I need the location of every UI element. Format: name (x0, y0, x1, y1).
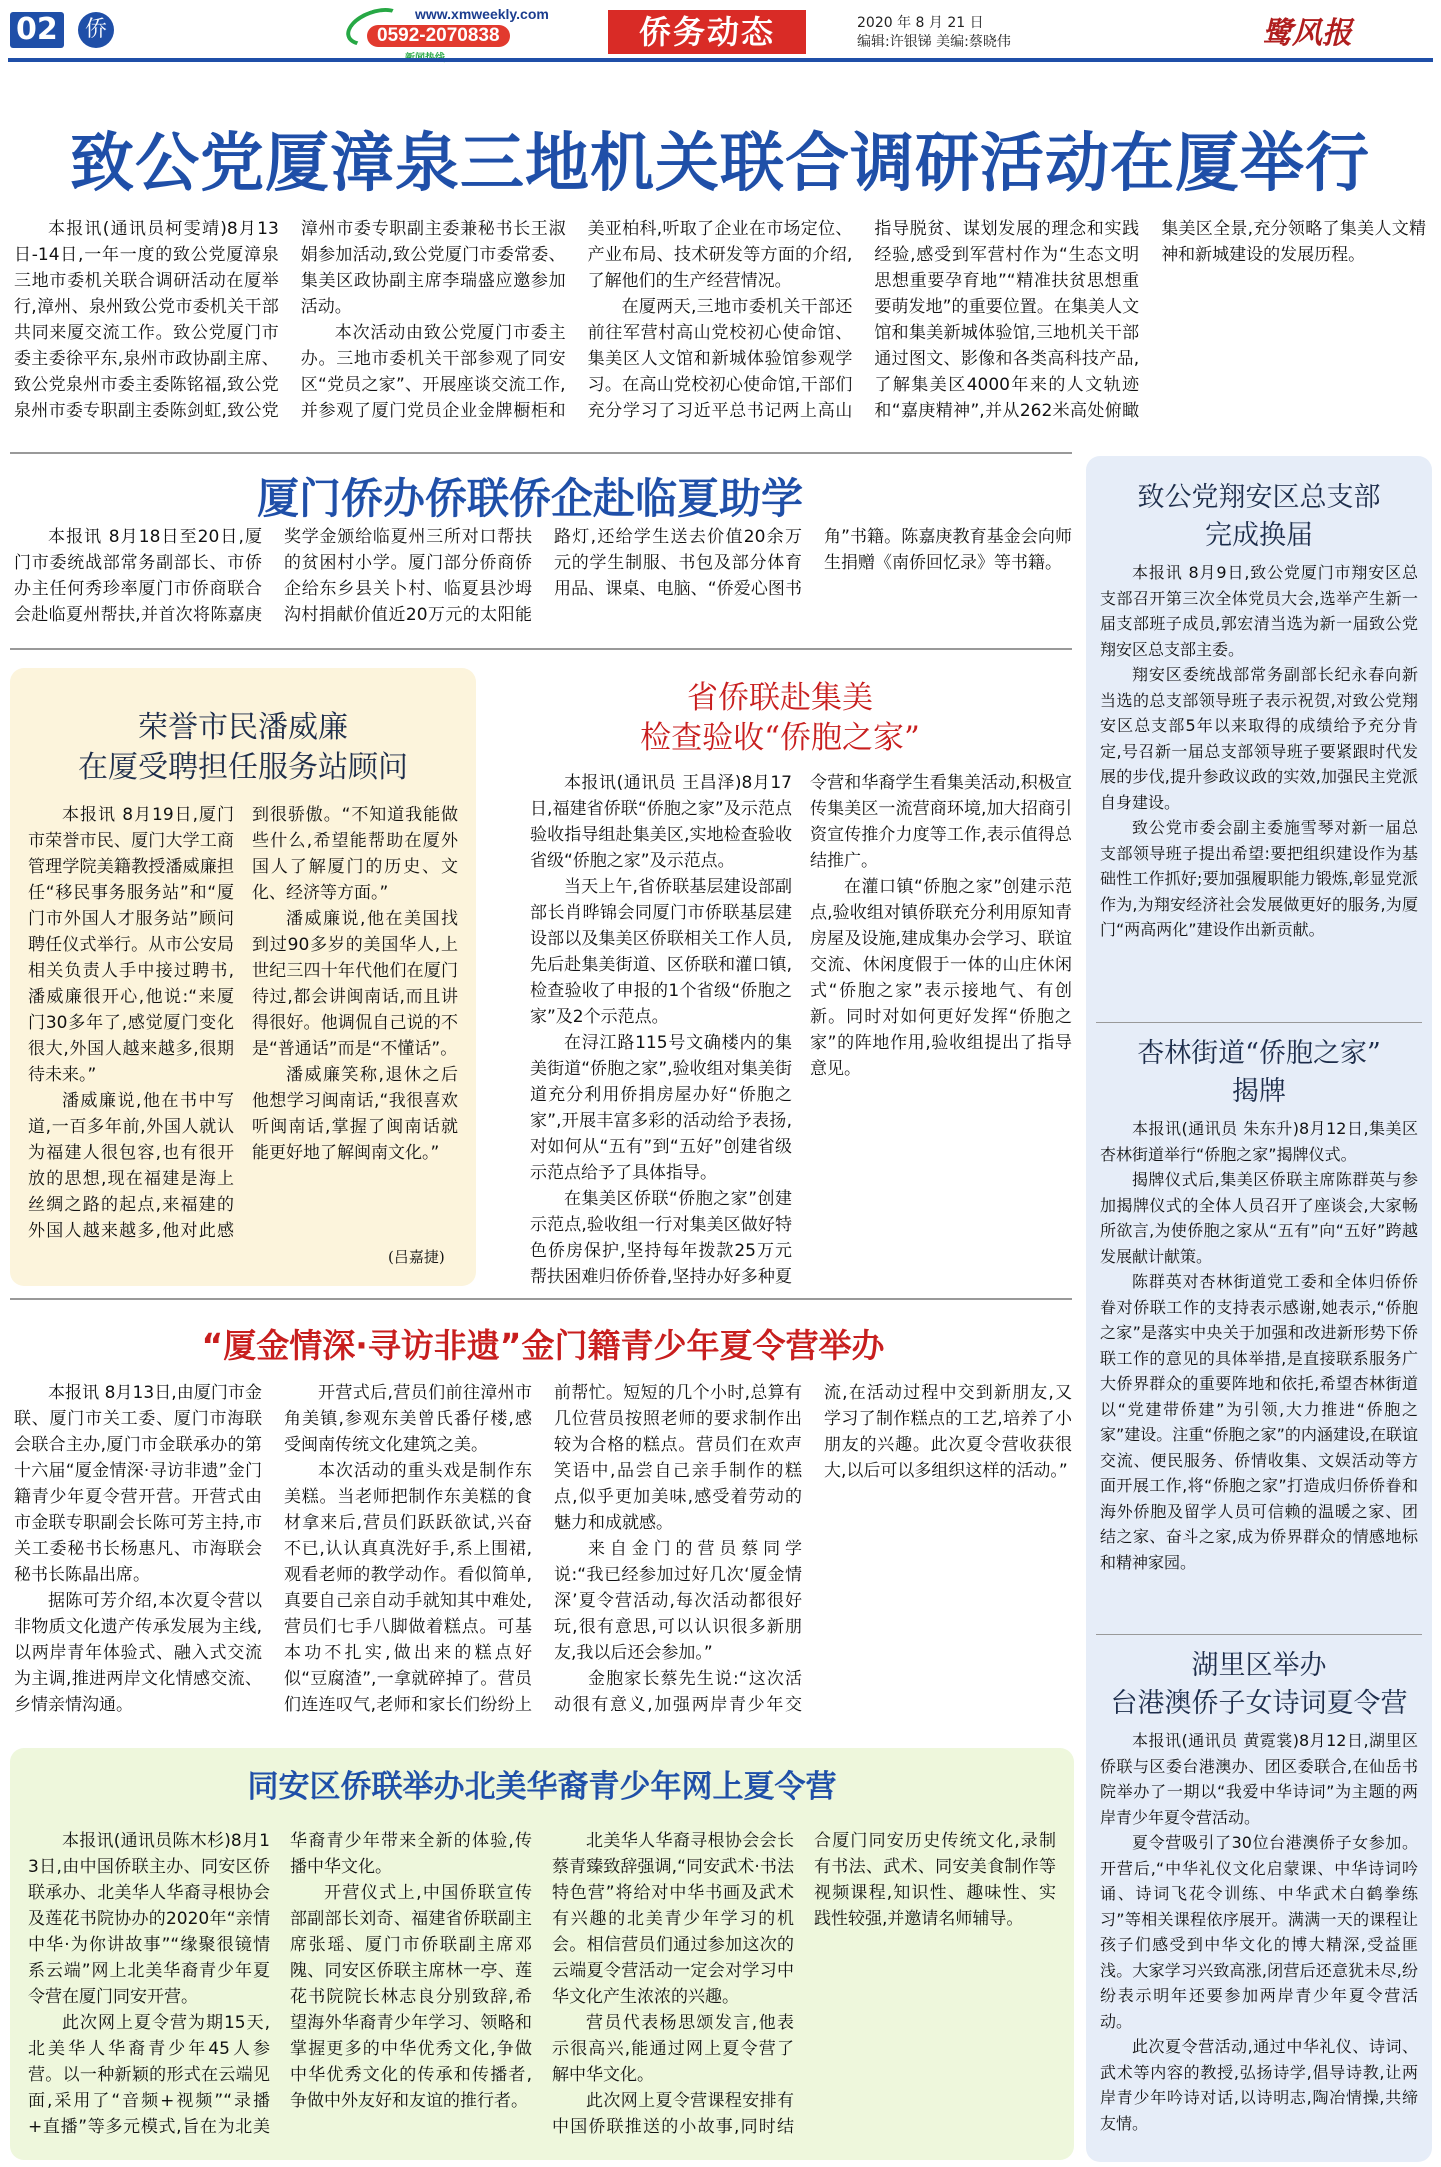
paper-logo: 鹭风报 (1262, 16, 1352, 51)
issue-date: 2020 年 8 月 21 日 (857, 15, 984, 31)
jimei-paragraph: 在集美区侨联“侨胞之家”创建示范点,验收组一行对集美区做好特色侨房保护,坚持每年拨款25万元帮扶困难归侨侨眷,坚持办好多种夏令营和华裔学生看集美活动,积极宣传集美区一流营商环境,加大招商引资宣传推介力度等工作,表示值得总结推广。 (530, 773, 1072, 1287)
jimei-headline-line2: 检查验收“侨胞之家” (640, 720, 920, 756)
xiangan-article-body (1100, 560, 1418, 943)
jimei-headline-line1: 省侨联赴集美 (687, 680, 873, 716)
masthead-rule (8, 58, 1433, 62)
lead-paragraph: 本报讯(通讯员柯雯靖)8月13日-14日,一年一度的致公党厦漳泉三地市委机关联合调研活动在厦举行,漳州、泉州致公党市委机关干部共同来厦交流工作。致公党厦门市委主委徐平东,泉州市政协副主席、致公党泉州市委主委陈铭福,致公党泉州市委专职副主委陈剑虹,致公党漳州市委专职副主委兼秘书长王淑娟参加活动,致公党厦门市委常委、集美区政协副主席李瑞盛应邀参加活动。 (14, 219, 566, 421)
linxia-headline: 厦门侨办侨联侨企赴临夏助学 (256, 474, 803, 523)
tongan-article-body (28, 1828, 1056, 2148)
issue-info (857, 14, 1011, 52)
divider (10, 1298, 1072, 1300)
jimei-paragraph: 在浔江路115号文确楼内的集美街道“侨胞之家”,验收组对集美街道充分利用侨捐房屋办好“侨胞之家”,开展丰富多彩的活动给予表扬,对如何从“五有”到“五好”创建省级示范点给予了具体指导。 (530, 1033, 792, 1183)
xinglin-paragraph: 陈群英对杏林街道党工委和全体归侨侨眷对侨联工作的支持表示感谢,她表示,“侨胞之家”是落实中央关于加强和改进新形势下侨联工作的意见的具体举措,是直接联系服务广大侨界群众的重要阵地和依托,希望杏林街道以“党建带侨建”为引领,大力推进“侨胞之家”建设。注重“侨胞之家”的内涵建设,在联谊交流、便民服务、侨情收集、文娱活动等方面开展工作,将“侨胞之家”打造成归侨侨眷和海外侨胞及留学人员可信赖的温暖之家、团结之家、奋斗之家,成为侨界群众的情感地标和精神家园。 (1100, 1272, 1418, 1572)
tongan-paragraph: 此次网上夏令营课程安排有中国侨联推送的小故事,同时结合厦门同安历史传统文化,录制有书法、武术、同安美食制作等视频课程,知识性、趣味性、实践性较强,并邀请名师辅导。 (552, 1831, 1056, 2137)
divider (10, 648, 1072, 650)
lead-article-body (14, 216, 1426, 446)
sidebar (1086, 456, 1432, 2162)
section-title: 侨务动态 (608, 10, 806, 54)
huli-paragraph: 夏令营吸引了30位台港澳侨子女参加。开营后,“中华礼仪文化启蒙课、中华诗词吟诵、诗词飞花令训练、中华武术白鹤拳练习”等相关课程依序展开。满满一天的课程让孩子们感受到中华文化的博大精深,受益匪浅。大家学习兴致高涨,闭营后还意犹未尽,纷纷表示明年还要参加两岸青少年夏令营活动。 (1100, 1833, 1418, 2031)
tongan-paragraph: 此次网上夏令营为期15天,北美华人华裔青少年45人参营。以一种新颖的形式在云端见面,采用了“音频+视频”“录播+直播”等多元模式,旨在为北美华裔青少年带来全新的体验,传播中华文化。 (28, 1831, 532, 2137)
xiangan-paragraph: 致公党市委会副主委施雪琴对新一届总支部领导班子提出希望:要把组织建设作为基础性工作抓好;要加强履职能力锻炼,彰显党派作为,为翔安经济社会发展做更好的服务,为厦门“两高两化”建设作出新贡献。 (1100, 818, 1418, 939)
xinglin-headline-line1: 杏林街道“侨胞之家” (1137, 1038, 1381, 1069)
pan-paragraph: 潘威廉笑称,退休之后他想学习闽南话,“我很喜欢听闽南话,掌握了闽南话就能更好地了解闽南文化。” (252, 1065, 458, 1163)
divider (1096, 1634, 1422, 1635)
xiangan-headline-line1: 致公党翔安区总支部 (1137, 482, 1381, 513)
lead-headline: 致公党厦漳泉三地机关联合调研活动在厦举行 (70, 127, 1370, 201)
summer-camp-paragraph: 开营式后,营员们前往漳州市角美镇,参观东美曾氏番仔楼,感受闽南传统文化建筑之美。 (284, 1383, 532, 1455)
issue-editors: 编辑:许银锑 美编:蔡晓伟 (857, 34, 1011, 50)
hotline-promo (345, 6, 565, 56)
jimei-paragraph: 在灌口镇“侨胞之家”创建示范点,验收组对镇侨联充分利用原知青房屋及设施,建成集办会学习、联谊交流、休闲度假于一体的山庄休闲式“侨胞之家”表示接地气、有创新。同时对如何更好发挥“侨胞之家”的阵地作用,验收组提出了指导意见。 (810, 877, 1072, 1079)
summer-camp-paragraph: 金胞家长蔡先生说:“这次活动很有意义,加强两岸青少年交流,在活动过程中交到新朋友,又学习了制作糕点的工艺,培养了小朋友的兴趣。此次夏令营收获很大,以后可以多组织这样的活动。” (554, 1383, 1072, 1715)
summer-camp-paragraph: 本次活动的重头戏是制作东美糕。当老师把制作东美糕的食材拿来后,营员们跃跃欲试,兴奋不已,认认真真洗好手,系上围裙,观看老师的教学动作。看似简单,真要自己亲自动手就知其中难处,营员们七手八脚做着糕点。可基本功不扎实,做出来的糕点好似“豆腐渣”,一拿就碎掉了。营员们连连叹气,老师和家长们纷纷上前帮忙。短短的几个小时,总算有几位营员按照老师的要求制作出较为合格的糕点。营员们在欢声笑语中,品尝自己亲手制作的糕点,似乎更加美味,感受着劳动的魅力和成就感。 (284, 1383, 802, 1715)
xiangan-headline-line2: 完成换届 (1205, 520, 1313, 551)
tongan-paragraph: 营员代表杨思颂发言,他表示很高兴,能通过网上夏令营了解中华文化。 (552, 2013, 794, 2085)
pan-paragraph: 本报讯 8月19日,厦门市荣誉市民、厦门大学工商管理学院美籍教授潘威廉担任“移民事务服务站”和“厦门市外国人才服务站”顾问聘任仪式举行。从市公安局相关负责人手中接过聘书,潘威廉很开心,他说:“来厦门30多年了,感觉厦门变化很大,外国人越来越多,很期待未来。” (28, 805, 234, 1085)
divider (1096, 1022, 1422, 1023)
tongan-paragraph: 本报讯(通讯员陈木杉)8月13日,由中国侨联主办、同安区侨联承办、北美华人华裔寻根协会及莲花书院协办的2020年“亲情中华·为你讲故事”“缘聚很镜情系云端”网上北美华裔青少年夏令营在厦门同安开营。 (28, 1831, 270, 2007)
pan-headline-line2: 在厦受聘担任服务站顾问 (78, 750, 408, 785)
huli-headline-line2: 台港澳侨子女诗词夏令营 (1110, 1688, 1408, 1719)
xinglin-paragraph: 本报讯(通讯员 朱东升)8月12日,集美区杏林街道举行“侨胞之家”揭牌仪式。 (1100, 1119, 1418, 1164)
xinglin-paragraph: 揭牌仪式后,集美区侨联主席陈群英与参加揭牌仪式的全体人员召开了座谈会,大家畅所欲言,为使侨胞之家从“五有”向“五好”跨越发展献计献策。 (1100, 1170, 1418, 1266)
xinglin-article-body (1100, 1116, 1418, 1575)
jimei-paragraph: 当天上午,省侨联基层建设部副部长肖晔锦会同厦门市侨联基层建设部以及集美区侨联相关工作人员,先后赴集美街道、区侨联和灌口镇,检查验收了申报的1个省级“侨胞之家”及2个示范点。 (530, 877, 792, 1027)
summer-camp-paragraph: 来自金门的营员蔡同学说:“我已经参加过好几次‘厦金情深’夏令营活动,每次活动都很好玩,很有意思,可以认识很多新朋友,我以后还会参加。” (554, 1539, 802, 1663)
huli-paragraph: 本报讯(通讯员 黄霓裳)8月12日,湖里区侨联与区委台港澳办、团区委联合,在仙岳书院举办了一期以“我爱中华诗词”为主题的两岸青少年夏令营活动。 (1100, 1731, 1418, 1827)
lead-paragraph: 本次活动由致公党厦门市委主办。三地市委机关干部参观了同安区“党员之家”、开展座谈交流工作,并参观了厦门党员企业金牌橱柜和美亚柏科,听取了企业在市场定位、产业布局、技术研发等方面的介绍,了解他们的生产经营情况。 (300, 219, 853, 421)
linxia-article-body (14, 524, 1072, 632)
tongan-paragraph: 北美华人华裔寻根协会会长蔡青臻致辞强调,“同安武术·书法特色营”将给对中华书画及武术有兴趣的北美青少年学习的机会。相信营员们通过参加这次的云端夏令营活动一定会对学习中华文化产生浓浓的兴趣。 (552, 1831, 794, 2007)
pan-byline: (吕嘉捷) (388, 1248, 445, 1266)
xiangan-paragraph: 翔安区委统战部常务副部长纪永春向新当选的总支部领导班子表示祝贺,对致公党翔安区总支部5年以来取得的成绩给予充分肯定,号召新一届总支部领导班子要紧跟时代发展的步伐,提升参政议政的实效,加强民主党派自身建设。 (1100, 665, 1418, 812)
summer-camp-paragraph: 据陈可芳介绍,本次夏令营以非物质文化遗产传承发展为主线,以两岸青年体验式、融入式交流为主调,推进两岸文化情感交流、乡情亲情沟通。 (14, 1591, 262, 1715)
pan-weilian-box (10, 668, 476, 1286)
lead-paragraph: 在厦两天,三地市委机关干部还前往军营村高山党校初心使命馆、集美区人文馆和新城体验馆参观学习。在高山党校初心使命馆,干部们充分学习了习近平总书记两上高山指导脱贫、谋划发展的理念和实践经验,感受到军营村作为“生态文明思想重要孕育地”“精准扶贫思想重要萌发地”的重要位置。在集美人文馆和集美新城体验馆,三地机关干部通过图文、影像和各类高科技产品,了解集美区4000年来的人文轨迹和“嘉庚精神”,并从262米高处俯瞰集美区全景,充分领略了集美人文精神和新城建设的发展历程。 (587, 219, 1426, 421)
pan-paragraph: 潘威廉说,他在书中写道,一百多年前,外国人就认为福建人很包容,也有很开放的思想,现在福建是海上丝绸之路的起点,来福建的外国人越来越多,他对此感到很骄傲。“不知道我能做些什么,希望能帮助在厦外国人了解厦门的历史、文化、经济等方面。” (28, 805, 458, 1241)
linxia-paragraph: 本报讯 8月18日至20日,厦门市委统战部常务副部长、市侨办主任何秀珍率厦门市侨商联合会赴临夏州帮扶,并首次将陈嘉庚奖学金颁给临夏州三所对口帮扶的贫困村小学。厦门部分侨商侨企给东乡县关卜村、临夏县沙坶沟村捐献价值近20万元的太阳能路灯,还给学生送去价值20余万元的学生制服、书包及部分体育用品、课桌、电脑、“侨爱心图书角”书籍。陈嘉庚教育基金会向师生捐赠《南侨回忆录》等书籍。 (14, 527, 1072, 625)
jimei-article-body (530, 770, 1072, 1290)
page-number: 02 (10, 12, 64, 48)
tongan-paragraph: 开营仪式上,中国侨联宣传部副部长刘奇、福建省侨联副主席张瑶、厦门市侨联副主席邓隗、同安区侨联主席林一亭、莲花书院院长林志良分别致辞,希望海外华裔青少年学习、领略和掌握更多的中华优秀文化,争做中华优秀文化的传承和传播者,争做中外友好和友谊的推行者。 (290, 1883, 532, 2111)
tongan-box (10, 1748, 1074, 2160)
huli-article-body (1100, 1728, 1418, 2136)
pan-paragraph: 潘威廉说,他在美国找到过90多岁的美国华人,上世纪三四十年代他们在厦门待过,都会讲闽南话,而且讲得很好。他调侃自己说的不是“普通话”而是“不懂话”。 (252, 909, 458, 1059)
huli-paragraph: 此次夏令营活动,通过中华礼仪、诗词、武术等内容的教授,弘扬诗学,倡导诗教,让两岸青少年吟诗对话,以诗明志,陶冶情操,共缔友情。 (1100, 2037, 1418, 2133)
masthead (0, 0, 1441, 56)
divider (10, 452, 1072, 454)
hotline-phone: 0592-2070838 (367, 25, 510, 47)
huli-headline-line1: 湖里区举办 (1191, 1650, 1327, 1681)
summer-camp-paragraph: 本报讯 8月13日,由厦门市金联、厦门市关工委、厦门市海联会联合主办,厦门市金联承办的第十六届“厦金情深·寻访非遗”金门籍青少年夏令营开营。开营式由市金联专职副会长陈可芳主持,市关工委秘书长杨惠凡、市海联会秘书长陈晶出席。 (14, 1383, 262, 1585)
xinglin-headline-line2: 揭牌 (1232, 1076, 1286, 1107)
emblem-icon: 侨 (78, 12, 114, 48)
pan-article-body (28, 802, 458, 1266)
xiangan-paragraph: 本报讯 8月9日,致公党厦门市翔安区总支部召开第三次全体党员大会,选举产生新一届支部班子成员,郭宏清当选为新一届致公党翔安区总支部主委。 (1100, 563, 1418, 659)
jimei-paragraph: 本报讯(通讯员 王昌泽)8月17日,福建省侨联“侨胞之家”及示范点验收指导组赴集美区,实地检查验收省级“侨胞之家”及示范点。 (530, 773, 792, 871)
website-url[interactable]: www.xmweekly.com (415, 6, 549, 22)
summer-camp-article-body (14, 1380, 1072, 1734)
pan-headline-line1: 荣誉市民潘威廉 (138, 710, 348, 745)
summer-camp-headline: “厦金情深·寻访非遗”金门籍青少年夏令营举办 (201, 1326, 885, 1365)
tongan-headline: 同安区侨联举办北美华裔青少年网上夏令营 (247, 1769, 837, 1805)
